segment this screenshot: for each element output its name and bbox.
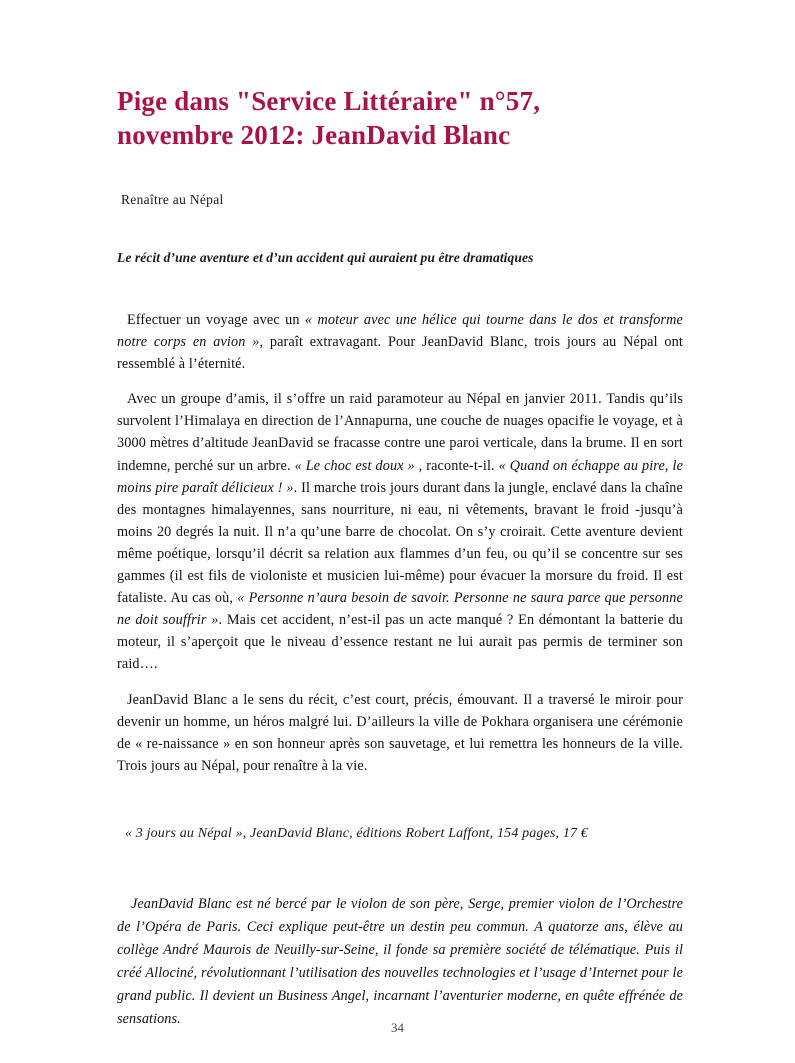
paragraph	[117, 309, 683, 375]
page-title	[117, 70, 683, 152]
body-text: JeanDavid Blanc a le sens du récit, c’est court, précis, émouvant. Il a traversé le miroir pour devenir un homme, un héros malgré lui. D’ailleurs la ville de Pokhara organisera une cérémonie de « re-naissance » en son honneur après son sauvetage, et lui remettra les honneurs de la ville. Trois jours au Népal, pour renaître à la vie.	[117, 691, 683, 774]
body-text: , raconte-t-il.	[414, 457, 499, 474]
page-number: 34	[391, 1020, 404, 1035]
paragraph	[117, 689, 683, 777]
page-title-line-2: novembre 2012: JeanDavid Blanc	[117, 120, 511, 150]
article-body	[117, 309, 683, 777]
body-text: Avec un groupe d’amis, il s’offre un raid paramoteur au Népal en janvier 2011. Tandis qu’ils survolent l’Himalaya en direction de l’Annapurna, une couche de nuages opacifie le voyage, et à 3000 mètres d’altitude JeanDavid se fracasse contre une paroi verticale, dans la brume. Il en sort indemne, perché sur un arbre.	[117, 391, 683, 474]
article-standfirst: Le récit d’une aventure et d’un accident qui auraient pu être dramatiques	[117, 250, 534, 265]
book-reference: « 3 jours au Népal », JeanDavid Blanc, éditions Robert Laffont, 154 pages, 17 €	[125, 825, 588, 841]
quoted-text: « Quand on échappe au pire, le moins pire paraît délicieux ! »	[117, 457, 684, 496]
quoted-text: « Le choc est doux »	[294, 457, 415, 474]
body-text: , paraît extravagant. Pour JeanDavid Blanc, trois jours au Népal ont ressemblé à l’éternité.	[117, 334, 683, 373]
author-biography: JeanDavid Blanc est né bercé par le violon de son père, Serge, premier violon de l’Orchestre de l’Opéra de Paris. Ceci explique peut-être un destin peu commun. A quatorze ans, élève au collège André Maurois de Neuilly-sur-Seine, il fonde sa première société de télématique. Puis il créé Allociné, révolutionnant l’utilisation des nouvelles technologies et l’usage d’Internet pour le grand public. Il devient un Business Angel, incarnant l’aventurier moderne, en quête effrénée de sensations.	[117, 895, 683, 1027]
article-subhead: Renaître au Népal	[121, 192, 224, 207]
paragraph	[117, 388, 683, 675]
body-text: . Il marche trois jours durant dans la jungle, enclavé dans la chaîne des montagnes himalayennes, sans nourriture, ni eau, ni vêtements, bravant le froid -jusqu’à moins 20 degrés la nuit. Il n’a qu’une barre de chocolat. On s’y croirait. Cette aventure devient même poétique, lorsqu’il décrit sa relation aux flammes d’un feu, ou qu’il se concentre sur ses gammes (il est fils de violoniste et musicien lui-même) pour évacuer la morsure du froid. Il est fataliste. Au cas où,	[117, 479, 683, 607]
quoted-text: « moteur avec une hélice qui tourne dans le dos et transforme notre corps en avion »	[117, 312, 683, 351]
body-text: Effectuer un voyage avec un	[127, 312, 305, 328]
body-text: . Mais cet accident, n’est-il pas un acte manqué ? En démontant la batterie du moteur, il s’aperçoit que le niveau d’essence restant ne lui aurait pas permis de terminer son raid….	[117, 612, 683, 673]
quoted-text: « Personne n’aura besoin de savoir. Personne ne saura parce que personne ne doit souffrir »	[117, 590, 683, 629]
page-title-line-1: Pige dans "Service Littéraire" n°57,	[117, 86, 541, 116]
